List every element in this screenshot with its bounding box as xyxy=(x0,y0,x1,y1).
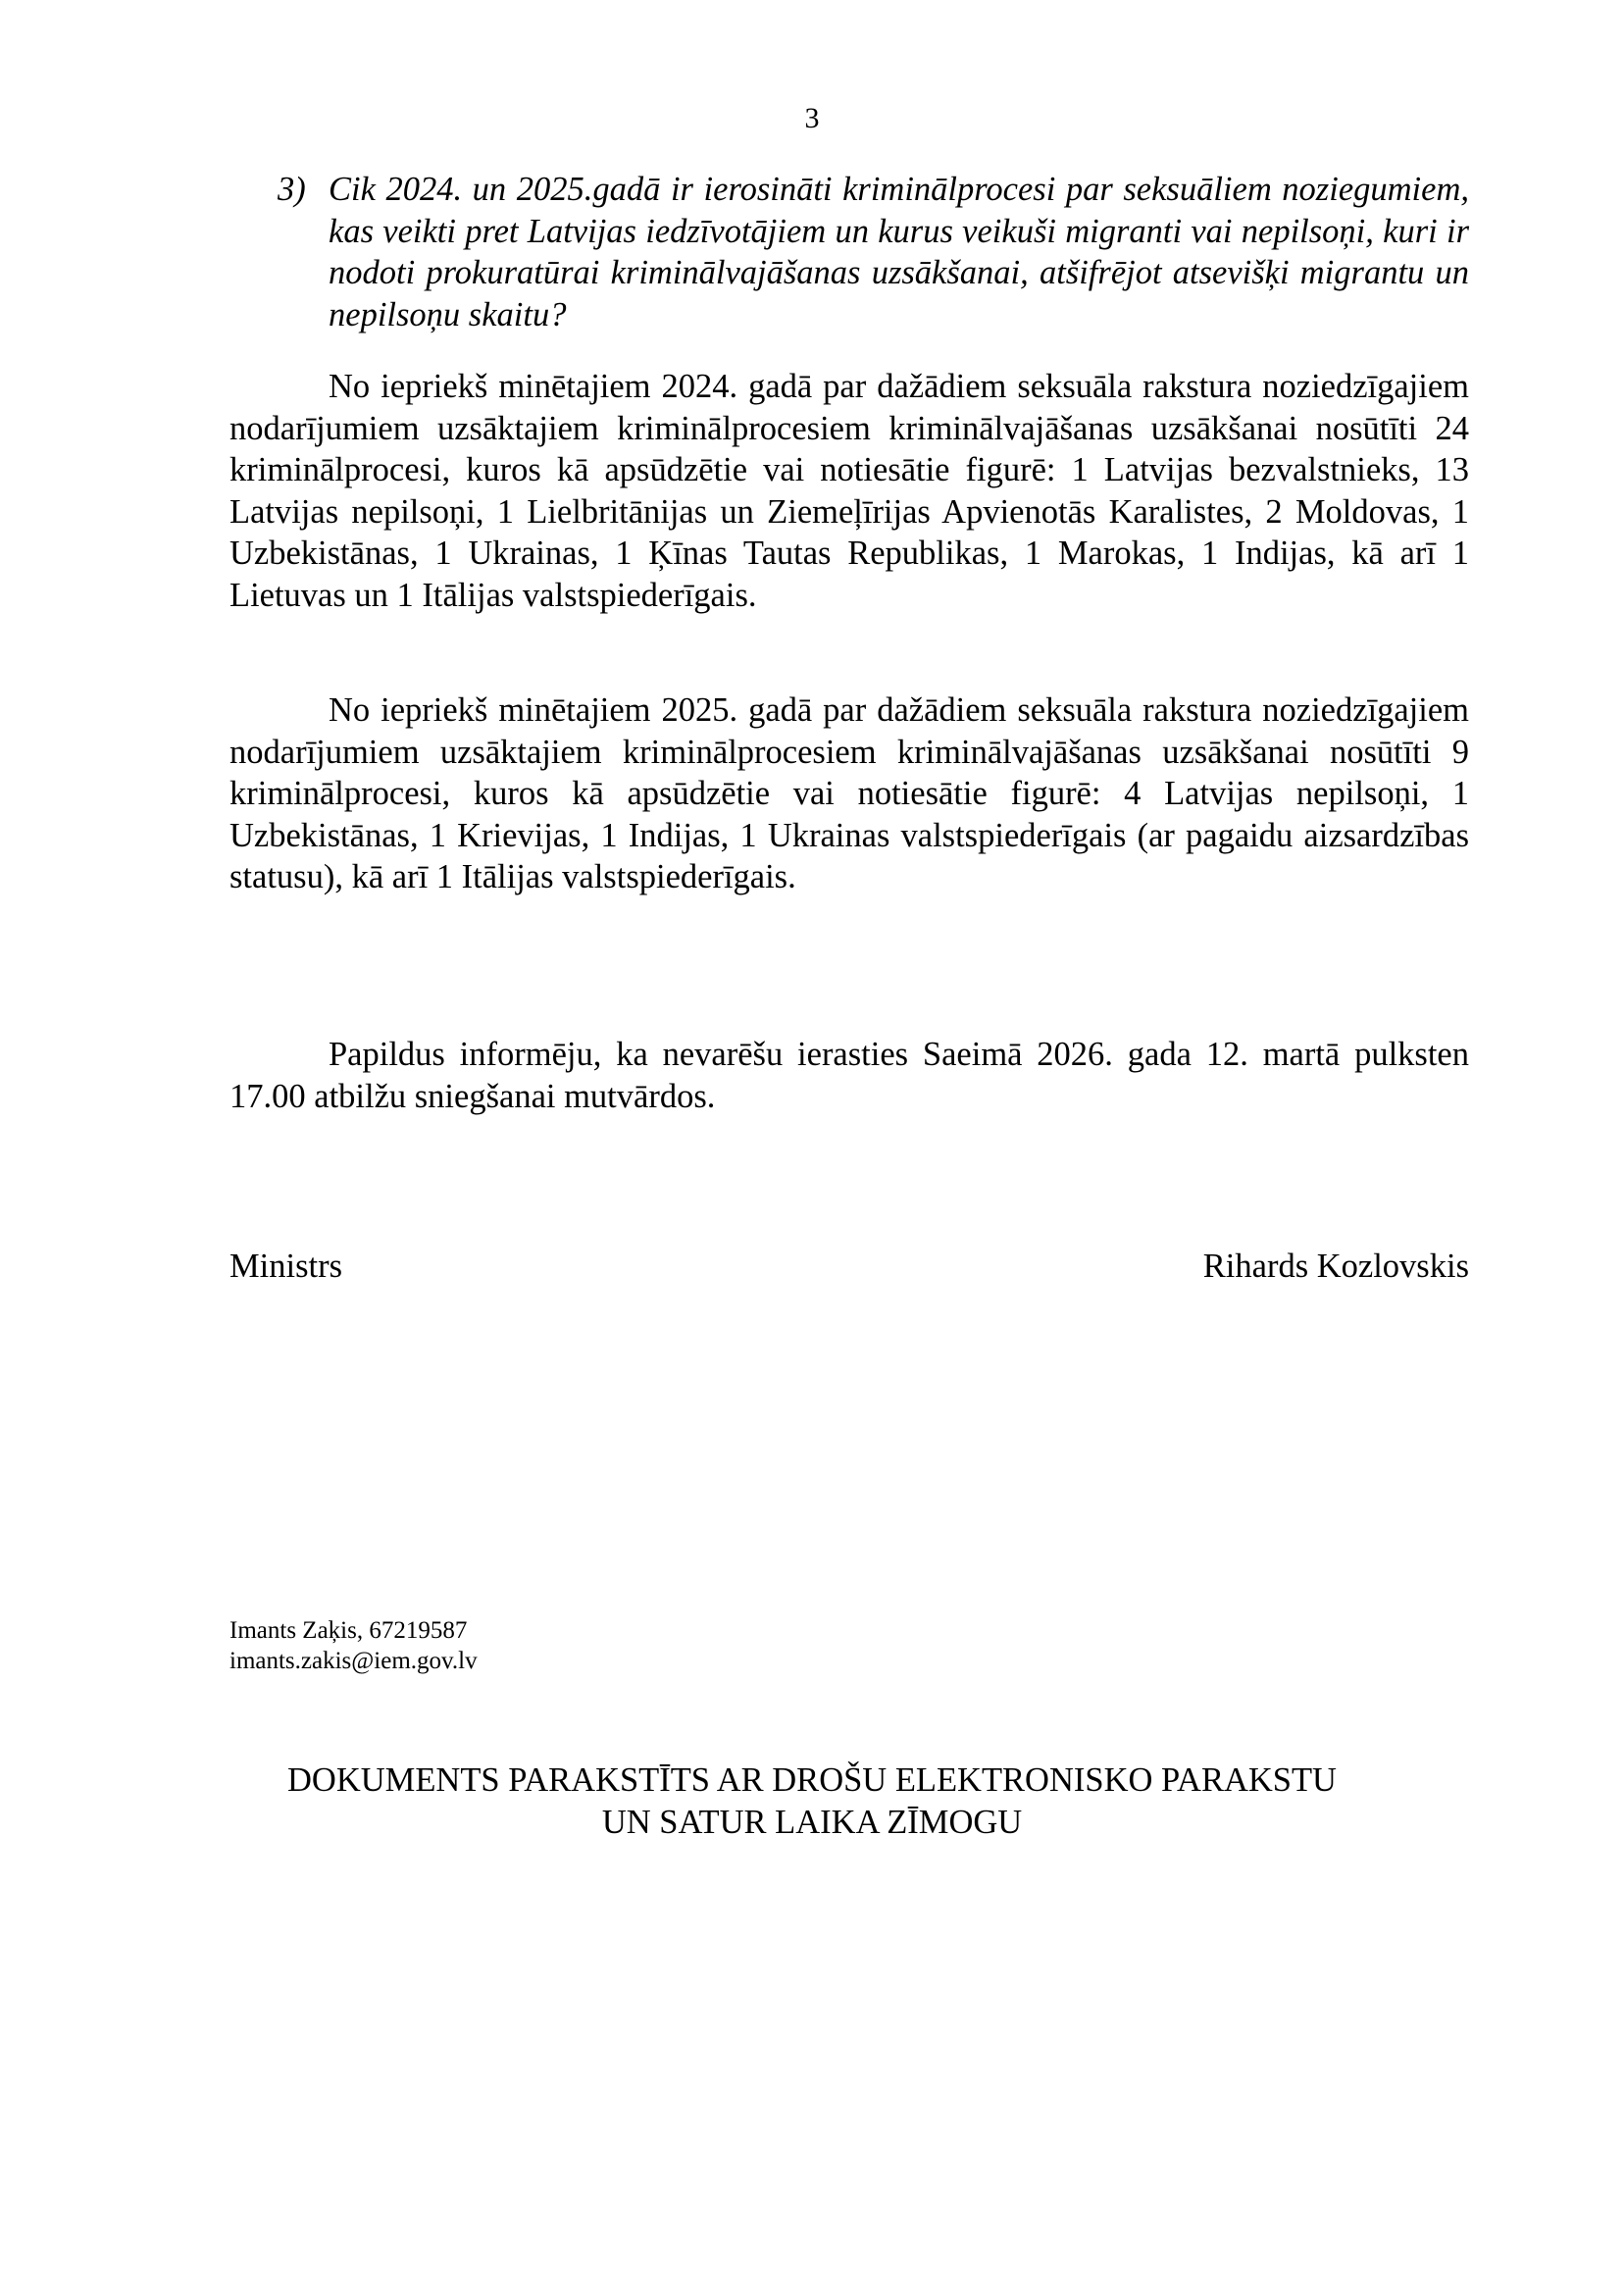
contact-email: imants.zakis@iem.gov.lv xyxy=(229,1648,478,1674)
paragraph-2025: No iepriekš minētajiem 2025. gadā par dažādiem seksuāla rakstura noziedzīgajiem nodarījumiem uzsāktajiem kriminālprocesiem kriminālvajāšanas uzsākšanai nosūtīti 9 kriminālprocesi, kuros kā apsūdzētie vai notiesātie figurē: 4 Latvijas nepilsoņi, 1 Uzbekistānas, 1 Krievijas, 1 Indijas, 1 Ukrainas valstspiederīgais (ar pagaidu aizsardzības statusu), kā arī 1 Itālijas valstspiederīgais. xyxy=(229,691,1469,895)
question-number: 3) xyxy=(278,171,306,208)
signer-name: Rihards Kozlovskis xyxy=(1202,1248,1469,1285)
notice-line-1: DOKUMENTS PARAKSTĪTS AR DROŠU ELEKTRONISKO PARAKSTU xyxy=(287,1761,1337,1799)
paragraph-additional-info: Papildus informēju, ka nevarēšu ierasties Saeimā 2026. gada 12. martā pulksten 17.00 atbilžu sniegšanai mutvārdos. xyxy=(229,1036,1469,1115)
question-text: Cik 2024. un 2025.gadā ir ierosināti kriminālprocesi par seksuāliem noziegumiem, kas veikti pret Latvijas iedzīvotājiem un kurus veikuši migranti vai nepilsoņi, kuri ir nodoti prokuratūrai kriminālvajāšanas uzsākšanai, atšifrējot atsevišķi migrantu un nepilsoņu skaitu? xyxy=(329,171,1469,333)
contact-info xyxy=(229,1615,478,1676)
electronic-signature-notice xyxy=(0,1759,1624,1843)
contact-name-phone: Imants Zaķis, 67219587 xyxy=(229,1617,468,1644)
question-block xyxy=(278,169,1469,335)
page-number: 3 xyxy=(804,102,820,134)
signer-title: Ministrs xyxy=(229,1248,343,1285)
paragraph-2024: No iepriekš minētajiem 2024. gadā par dažādiem seksuāla rakstura noziedzīgajiem nodarījumiem uzsāktajiem kriminālprocesiem kriminālvajāšanas uzsākšanai nosūtīti 24 kriminālprocesi, kuros kā apsūdzētie vai notiesātie figurē: 1 Latvijas bezvalstnieks, 13 Latvijas nepilsoņi, 1 Lielbritānijas un Ziemeļīrijas Apvienotās Karalistes, 2 Moldovas, 1 Uzbekistānas, 1 Ukrainas, 1 Ķīnas Tautas Republikas, 1 Marokas, 1 Indijas, kā arī 1 Lietuvas un 1 Itālijas valstspiederīgais. xyxy=(229,368,1469,614)
notice-line-2: UN SATUR LAIKA ZĪMOGU xyxy=(601,1803,1023,1841)
